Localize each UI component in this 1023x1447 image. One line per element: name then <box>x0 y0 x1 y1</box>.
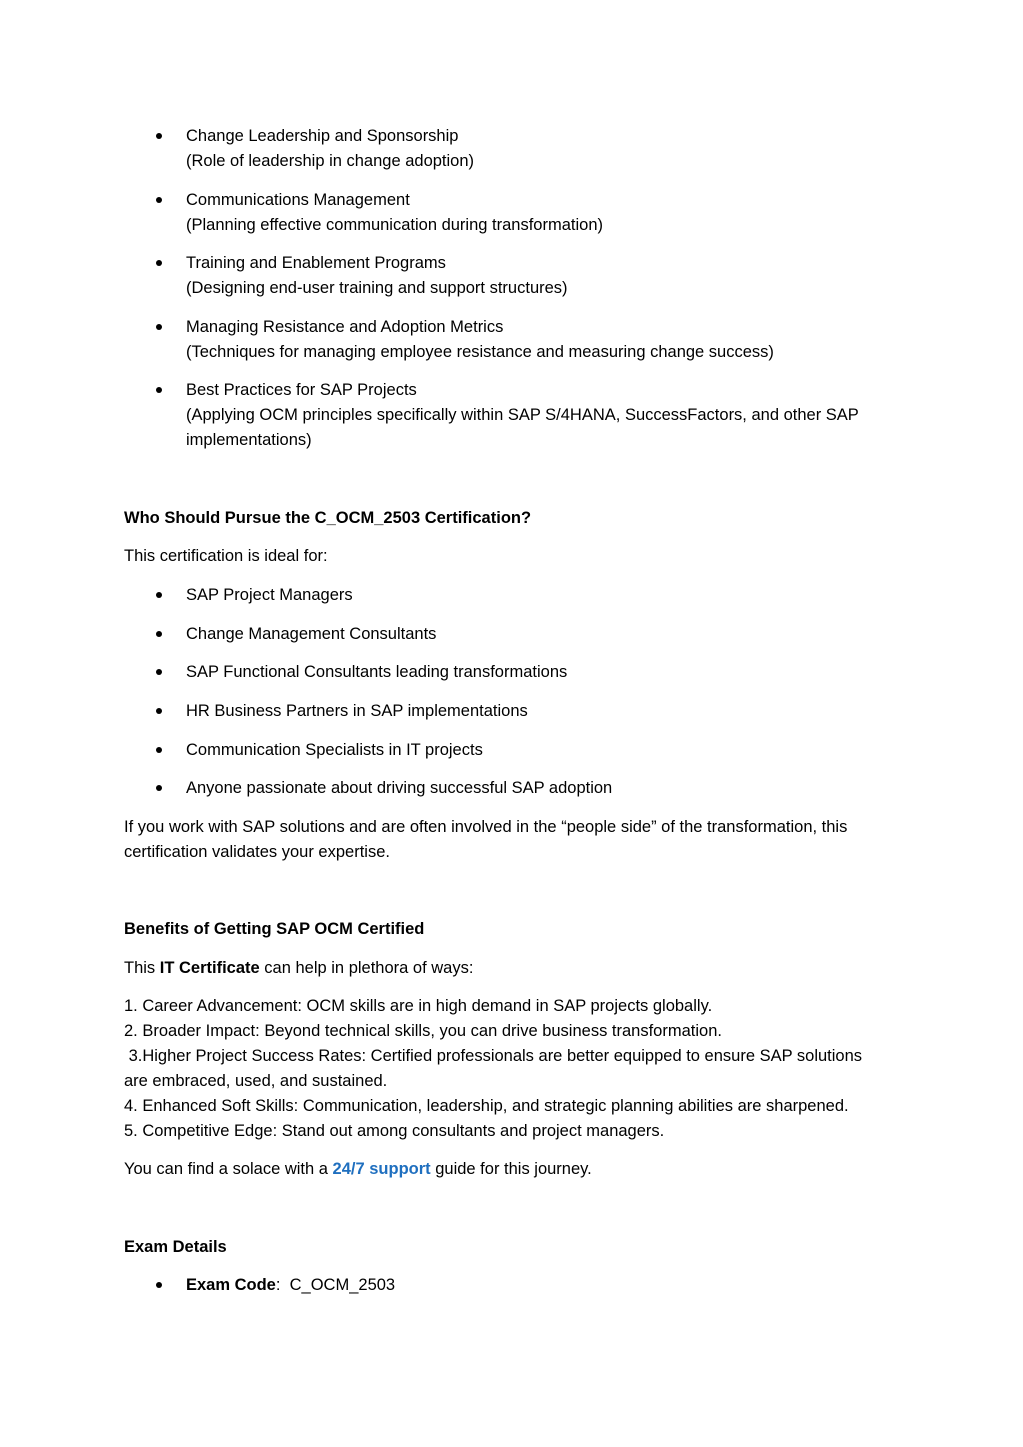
list-item: SAP Functional Consultants leading transformations <box>186 663 568 681</box>
bullet-icon <box>156 1282 162 1288</box>
list-item <box>186 1274 395 1296</box>
bullet-icon <box>156 785 162 791</box>
paragraph: If you work with SAP solutions and are often involved in the “people side” of the transformation, this <box>124 818 848 836</box>
benefit-line: are embraced, used, and sustained. <box>124 1072 388 1090</box>
benefit-line: 3.Higher Project Success Rates: Certified professionals are better equipped to ensure SAP solutions <box>124 1047 863 1065</box>
exam-code-label: Exam Code <box>186 1276 276 1294</box>
list-item-title: Managing Resistance and Adoption Metrics <box>186 318 504 336</box>
list-item: HR Business Partners in SAP implementations <box>186 702 528 720</box>
section-heading: Benefits of Getting SAP OCM Certified <box>124 920 425 938</box>
support-suffix: guide for this journey. <box>430 1160 592 1178</box>
list-item: Anyone passionate about driving successful SAP adoption <box>186 779 613 797</box>
section-heading: Exam Details <box>124 1238 227 1256</box>
paragraph: certification validates your expertise. <box>124 843 390 861</box>
list-item-description: (Applying OCM principles specifically within SAP S/4HANA, SuccessFactors, and other SAP <box>186 406 859 424</box>
paragraph <box>124 1158 592 1180</box>
intro-prefix: This <box>124 959 160 977</box>
support-link[interactable]: 24/7 support <box>332 1160 431 1178</box>
list-item-title: Training and Enablement Programs <box>186 254 446 272</box>
bullet-icon <box>156 592 162 598</box>
list-item: Change Management Consultants <box>186 625 437 643</box>
benefit-line: 5. Competitive Edge: Stand out among consultants and project managers. <box>124 1122 665 1140</box>
list-item-title: Best Practices for SAP Projects <box>186 381 417 399</box>
bullet-icon <box>156 260 162 266</box>
benefit-line: 1. Career Advancement: OCM skills are in high demand in SAP projects globally. <box>124 997 713 1015</box>
list-item-title: Communications Management <box>186 191 410 209</box>
intro-bold-term: IT Certificate <box>159 959 260 977</box>
intro-suffix: can help in plethora of ways: <box>259 959 474 977</box>
exam-code-value: : C_OCM_2503 <box>275 1276 396 1294</box>
bullet-icon <box>156 631 162 637</box>
paragraph <box>124 957 473 979</box>
list-item-description: implementations) <box>186 431 312 449</box>
bullet-icon <box>156 747 162 753</box>
list-item-description: (Planning effective communication during transformation) <box>186 216 603 234</box>
list-item-description: (Techniques for managing employee resistance and measuring change success) <box>186 343 774 361</box>
bullet-icon <box>156 197 162 203</box>
list-item-description: (Designing end-user training and support structures) <box>186 279 568 297</box>
bullet-icon <box>156 324 162 330</box>
benefit-line: 4. Enhanced Soft Skills: Communication, leadership, and strategic planning abilities are sharpened. <box>124 1097 849 1115</box>
bullet-icon <box>156 387 162 393</box>
bullet-icon <box>156 708 162 714</box>
bullet-icon <box>156 133 162 139</box>
bullet-icon <box>156 669 162 675</box>
paragraph: This certification is ideal for: <box>124 547 328 565</box>
section-heading: Who Should Pursue the C_OCM_2503 Certification? <box>124 509 532 527</box>
list-item: SAP Project Managers <box>186 586 353 604</box>
benefit-line: 2. Broader Impact: Beyond technical skills, you can drive business transformation. <box>124 1022 722 1040</box>
list-item-title: Change Leadership and Sponsorship <box>186 127 459 145</box>
list-item: Communication Specialists in IT projects <box>186 741 483 759</box>
support-prefix: You can find a solace with a <box>124 1160 333 1178</box>
list-item-description: (Role of leadership in change adoption) <box>186 152 475 170</box>
